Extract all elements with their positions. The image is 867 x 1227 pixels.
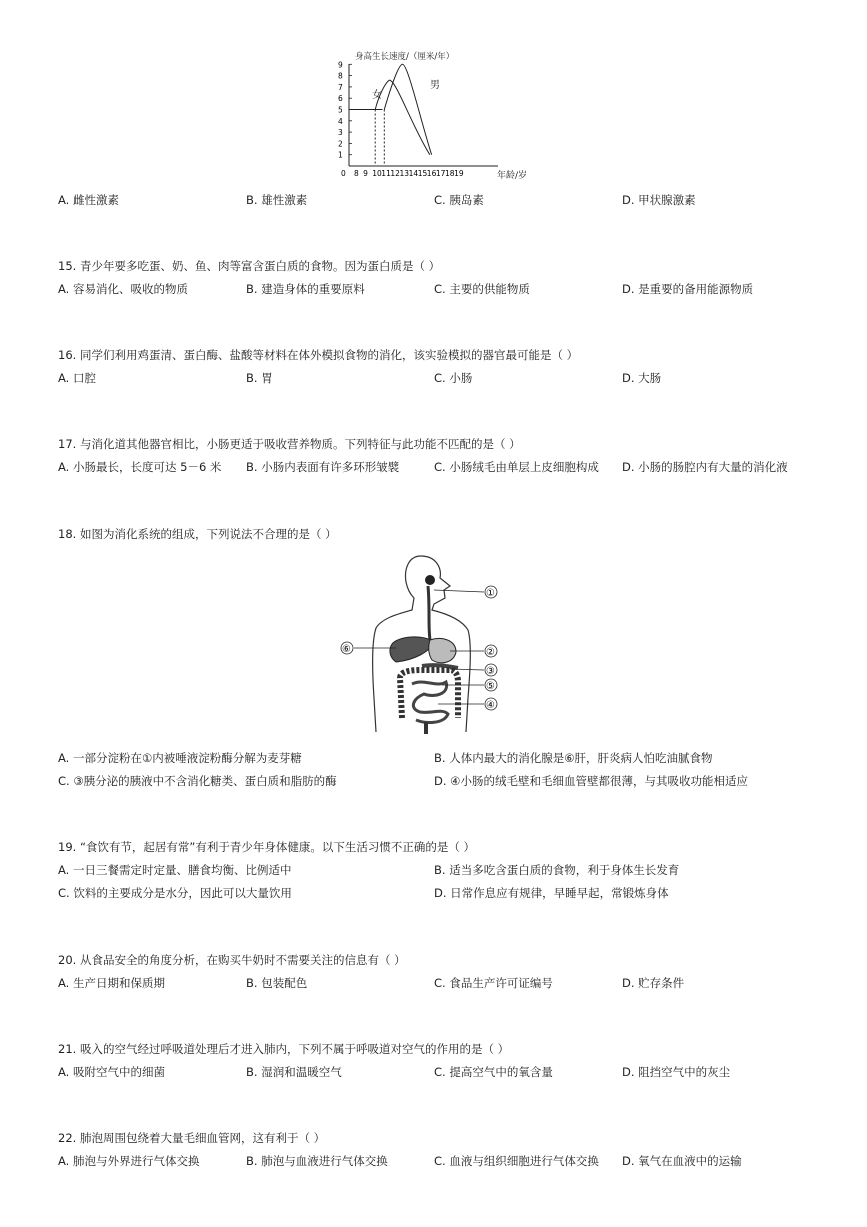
x-tick-label: 10: [372, 169, 382, 178]
growth-rate-chart: [330, 42, 540, 182]
x-tick-label: 9: [363, 169, 368, 178]
y-tick-label: 8: [338, 71, 343, 81]
q15-option-b[interactable]: B. 建造身体的重要原料: [246, 282, 365, 296]
q18-option-a[interactable]: A. 一部分淀粉在①内被唾液淀粉酶分解为麦芽糖: [58, 751, 302, 765]
q20-option-b[interactable]: B. 包装配色: [246, 976, 308, 990]
q17-stem: 17. 与消化道其他器官相比，小肠更适于吸收营养物质。下列特征与此功能不匹配的是（ ）: [58, 437, 521, 451]
q19-stem: 19. “食饮有节，起居有常”有利于青少年身体健康。以下生活习惯不正确的是（ ）: [58, 840, 476, 854]
q21-option-a[interactable]: A. 吸附空气中的细菌: [58, 1065, 165, 1079]
q18-option-b[interactable]: B. 人体内最大的消化腺是⑥肝，肝炎病人怕吃油腻食物: [434, 751, 713, 765]
x-tick-label: 12: [390, 169, 400, 178]
y-tick-label: 5: [338, 105, 343, 115]
label-5: ⑤: [486, 681, 495, 692]
x-tick-label: 19: [454, 169, 464, 178]
label-3: ③: [486, 666, 495, 677]
q17-option-c[interactable]: C. 小肠绒毛由单层上皮细胞构成: [434, 460, 599, 474]
label-4: ④: [486, 700, 495, 711]
liver: [390, 637, 434, 662]
q22-stem: 22. 肺泡周围包绕着大量毛细血管网，这有利于（ ）: [58, 1131, 326, 1145]
q22-option-b[interactable]: B. 肺泡与血液进行气体交换: [246, 1154, 388, 1168]
x-tick-label: 0: [341, 169, 346, 178]
x-tick-label: 11: [381, 169, 391, 178]
label-female: 女: [372, 90, 382, 101]
x-tick-label: 18: [445, 169, 455, 178]
chart-y-axis-label: 身高生长速度/（厘米/年）: [355, 52, 455, 62]
q15-option-c[interactable]: C. 主要的供能物质: [434, 282, 530, 296]
q17-option-b[interactable]: B. 小肠内表面有许多环形皱襞: [246, 460, 400, 474]
y-tick-label: 2: [338, 139, 343, 149]
q18-stem: 18. 如图为消化系统的组成，下列说法不合理的是（ ）: [58, 527, 337, 541]
q14-option-d[interactable]: D. 甲状腺激素: [622, 193, 696, 207]
q16-stem: 16. 同学们利用鸡蛋清、蛋白酶、盐酸等材料在体外模拟食物的消化，该实验模拟的器官最可能是（ ）: [58, 348, 579, 362]
q17-option-a[interactable]: A. 小肠最长，长度可达 5－6 米: [58, 460, 222, 474]
y-tick-label: 6: [338, 94, 343, 104]
q14-option-a[interactable]: A. 雌性激素: [58, 193, 119, 207]
y-tick-label: 7: [338, 82, 343, 92]
q19-option-d[interactable]: D. 日常作息应有规律，早睡早起，常锻炼身体: [434, 886, 669, 900]
q20-stem: 20. 从食品安全的角度分析，在购买牛奶时不需要关注的信息有（ ）: [58, 953, 406, 967]
q21-option-d[interactable]: D. 阻挡空气中的灰尘: [622, 1065, 731, 1079]
x-tick-label: 8: [354, 169, 359, 178]
q19-option-b[interactable]: B. 适当多吃含蛋白质的食物，利于身体生长发育: [434, 863, 680, 877]
q15-stem: 15. 青少年要多吃蛋、奶、鱼、肉等富含蛋白质的食物。因为蛋白质是（ ）: [58, 259, 441, 273]
q16-option-b[interactable]: B. 胃: [246, 371, 273, 385]
q19-option-a[interactable]: A. 一日三餐需定时定量、膳食均衡、比例适中: [58, 863, 292, 877]
series-line-男: [384, 64, 431, 154]
series-line-女: [375, 80, 430, 155]
x-tick-label: 13: [399, 169, 410, 178]
small-intestine: [412, 682, 448, 722]
label-male: 男: [430, 80, 440, 91]
label-2: ②: [486, 647, 495, 658]
q14-option-c[interactable]: C. 胰岛素: [434, 193, 484, 207]
chart-x-ticks: [341, 169, 464, 178]
y-tick-label: 4: [338, 116, 343, 126]
y-tick-label: 3: [338, 128, 343, 138]
chart-curves: [349, 64, 432, 166]
q20-option-c[interactable]: C. 食品生产许可证编号: [434, 976, 553, 990]
digestive-system-figure: [338, 548, 508, 736]
y-tick-label: 1: [338, 150, 343, 160]
q20-option-a[interactable]: A. 生产日期和保质期: [58, 976, 165, 990]
q15-option-d[interactable]: D. 是重要的备用能源物质: [622, 282, 754, 296]
q22-option-d[interactable]: D. 氧气在血液中的运输: [622, 1154, 742, 1168]
label-6: ⑥: [342, 644, 351, 655]
q15-option-a[interactable]: A. 容易消化、吸收的物质: [58, 282, 188, 296]
q16-option-d[interactable]: D. 大肠: [622, 371, 662, 385]
label-1: ①: [486, 588, 495, 599]
q20-option-d[interactable]: D. 贮存条件: [622, 976, 685, 990]
q22-option-a[interactable]: A. 肺泡与外界进行气体交换: [58, 1154, 200, 1168]
q19-option-c[interactable]: C. 饮料的主要成分是水分，因此可以大量饮用: [58, 886, 292, 900]
x-tick-label: 15: [417, 169, 428, 178]
y-tick-label: 9: [338, 60, 343, 70]
q18-option-d[interactable]: D. ④小肠的绒毛壁和毛细血管壁都很薄，与其吸收功能相适应: [434, 774, 748, 788]
q21-option-c[interactable]: C. 提高空气中的氧含量: [434, 1065, 553, 1079]
x-tick-label: 14: [408, 169, 419, 178]
chart-x-axis-label: 年龄/岁: [497, 171, 528, 181]
q17-option-d[interactable]: D. 小肠的肠腔内有大量的消化液: [622, 460, 788, 474]
q22-option-c[interactable]: C. 血液与组织细胞进行气体交换: [434, 1154, 599, 1168]
q14-option-b[interactable]: B. 雄性激素: [246, 193, 308, 207]
q16-option-a[interactable]: A. 口腔: [58, 371, 96, 385]
q21-stem: 21. 吸入的空气经过呼吸道处理后才进入肺内，下列不属于呼吸道对空气的作用的是（ ）: [58, 1042, 510, 1056]
mouth-shape: [425, 575, 435, 585]
q21-option-b[interactable]: B. 湿润和温暖空气: [246, 1065, 342, 1079]
x-tick-label: 17: [435, 169, 446, 178]
q16-option-c[interactable]: C. 小肠: [434, 371, 473, 385]
esophagus: [428, 586, 430, 640]
x-tick-label: 16: [426, 169, 437, 178]
q18-option-c[interactable]: C. ③胰分泌的胰液中不含消化糖类、蛋白质和脂肪的酶: [58, 774, 337, 788]
